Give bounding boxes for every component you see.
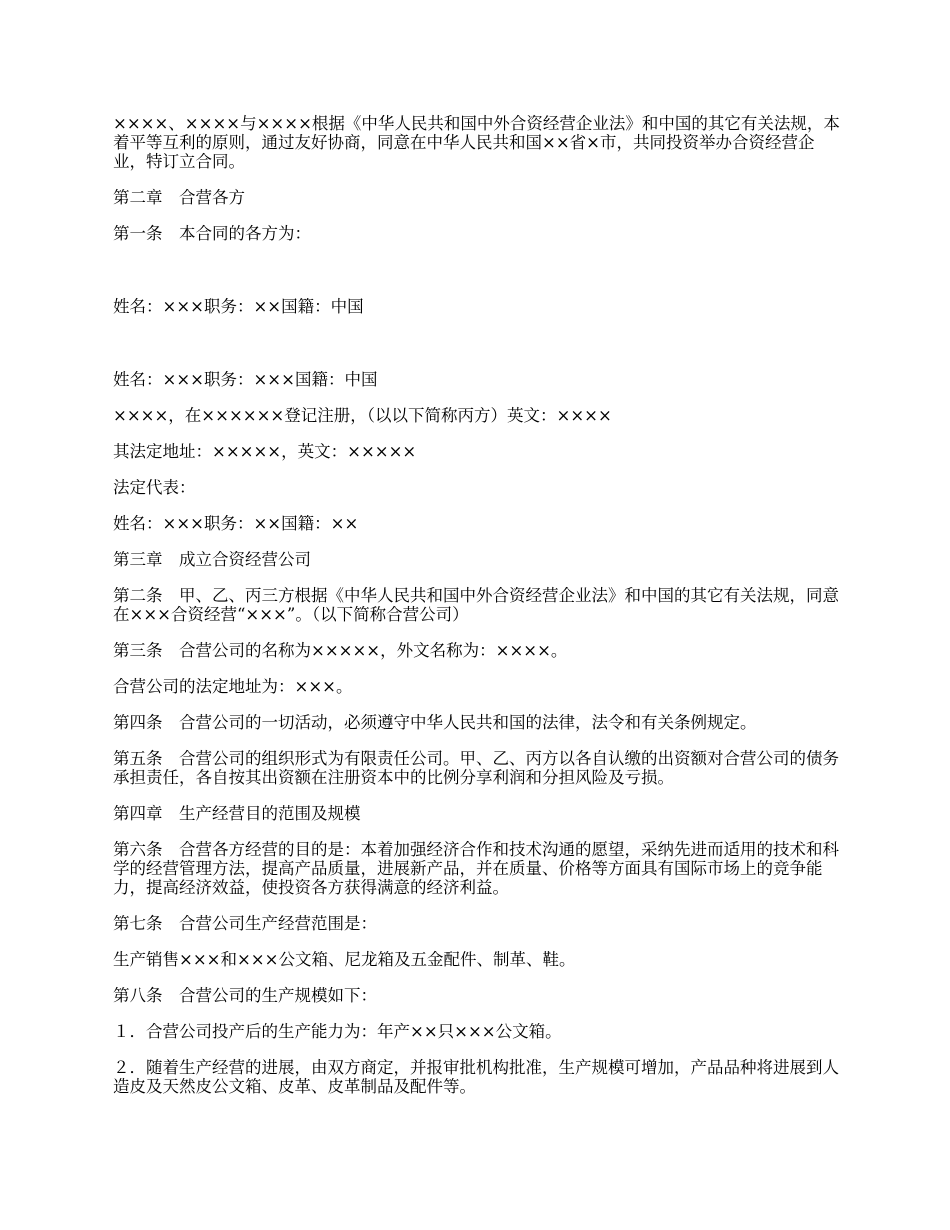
article-4: 第四条 合营公司的一切活动，必须遵守中华人民共和国的法律，法令和有关条例规定。: [113, 713, 757, 732]
party-c-registration: ××××，在××××××登记注册，（以以下简称丙方）英文：××××: [113, 406, 612, 425]
article-7: 第七条 合营公司生产经营范围是：: [113, 914, 377, 933]
article-5: 第五条 合营公司的组织形式为有限责任公司。甲、乙、丙方以各自认缴的出资额对合营公司的债务承担责任，各自按其出资额在注册资本中的比例分享利润和分担风险及亏损。: [113, 749, 839, 787]
business-scope: 生产销售×××和×××公文箱、尼龙箱及五金配件、制革、鞋。: [113, 950, 576, 969]
party-a-info: 姓名：×××职务：××国籍：中国: [113, 297, 364, 316]
document-body: [113, 114, 843, 1113]
article-8: 第八条 合营公司的生产规模如下：: [113, 986, 377, 1005]
article-1: 第一条 本合同的各方为：: [113, 224, 311, 243]
chapter-3-heading: 第三章 成立合资经营公司: [113, 550, 311, 569]
article-6: 第六条 合营各方经营的目的是：本着加强经济合作和技术沟通的愿望，采纳先进而适用的技术和科学的经营管理方法，提高产品质量，进展新产品，并在质量、价格等方面具有国际市场上的竞争能力，提高经济效益，使投资各方获得满意的经济利益。: [113, 840, 839, 897]
chapter-4-heading: 第四章 生产经营目的范围及规模: [113, 804, 361, 823]
legal-representative-label: 法定代表：: [113, 478, 196, 497]
party-c-address: 其法定地址：×××××，英文：×××××: [113, 442, 417, 461]
scale-item-2: ２．随着生产经营的进展，由双方商定，并报审批机构批准，生产规模可增加，产品品种将进展到人造皮及天然皮公文箱、皮革、皮革制品及配件等。: [113, 1058, 839, 1096]
scale-item-1: １．合营公司投产后的生产能力为：年产××只×××公文箱。: [113, 1022, 562, 1041]
party-c-representative-info: 姓名：×××职务：××国籍：××: [113, 514, 359, 533]
legal-address: 合营公司的法定地址为：×××。: [113, 677, 353, 696]
intro-paragraph: ××××、××××与××××根据《中华人民共和国中外合资经营企业法》和中国的其它有关法规，本着平等互利的原则，通过友好协商，同意在中华人民共和国××省×市，共同投资举办合资经营企业，特订立合同。: [113, 114, 840, 171]
article-2: 第二条 甲、乙、丙三方根据《中华人民共和国中外合资经营企业法》和中国的其它有关法规，同意在×××合资经营“×××”。（以下简称合营公司）: [113, 586, 839, 624]
article-3: 第三条 合营公司的名称为×××××，外文名称为：××××。: [113, 641, 568, 660]
chapter-2-heading: 第二章 合营各方: [113, 188, 245, 207]
party-b-info: 姓名：×××职务：×××国籍：中国: [113, 370, 378, 389]
